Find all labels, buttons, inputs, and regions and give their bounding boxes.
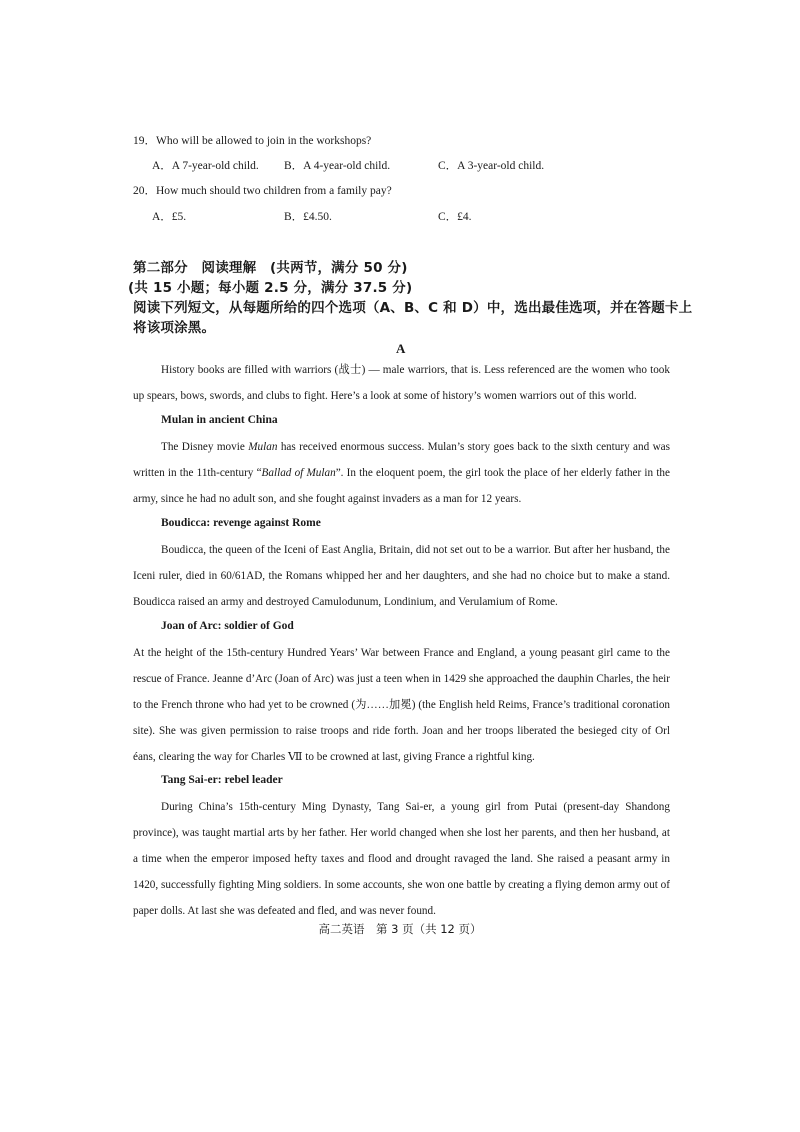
paragraph-joan: At the height of the 15th-century Hundred Years’ War between France and England, a young peasant girl came to the rescue of France. Jeanne d’Arc (Joan of Arc) was just a teen when in 1429 she approached the dauphin Charles, the heir to the French throne who had yet to be crowned (为……加冕) (the English held Reims, France’s traditional coronation site). She was given permission to raise troops and ride forth. Joan and her troops liberated the besieged city of Orl éans, clearing the way for Charles Ⅶ to be crowned at last, giving France a rightful king. xyxy=(133,647,670,763)
mulan-title-italic: Mulan xyxy=(248,441,278,453)
question-20-stem: 20．How much should two children from a family pay? xyxy=(133,185,392,197)
paragraph-mulan xyxy=(133,434,670,512)
passage-letter: A xyxy=(396,341,406,356)
mulan-text-1: The Disney movie xyxy=(161,441,249,453)
paragraph-tang: During China’s 15th-century Ming Dynasty, Tang Sai-er, a young girl from Putai (present-day Shandong province), was taught martial arts by her father. Her world changed when she lost her parents, and then her husband, at a time when the emperor imposed hefty taxes and flood and drought ravaged the land. She raised a peasant army in 1420, successfully fighting Ming soldiers. In some accounts, she won one battle by creating a flying demon army out of paper dolls. At last she was defeated and fled, and was never found. xyxy=(133,801,670,917)
mulan-text-3: ”. In the eloquent poem, the girl took the place of her elderly father in the army, since he had no adult son, and she fought against invaders as a man for 12 years. xyxy=(133,467,670,505)
ballad-title-italic: Ballad of Mulan xyxy=(261,467,336,479)
question-19-option-b: B．A 4-year-old child. xyxy=(284,160,391,172)
section-instruction-line1: 阅读下列短文，从每题所给的四个选项（A、B、C 和 D）中，选出最佳选项，并在答题卡上 xyxy=(133,300,693,316)
section-title: 第二部分 阅读理解 (共两节，满分 50 分) xyxy=(133,260,408,276)
question-19-option-c: C．A 3-year-old child. xyxy=(438,160,545,172)
question-20-option-c: C．£4. xyxy=(438,211,472,223)
question-20-option-a: A．£5. xyxy=(152,211,187,223)
heading-boudicca: Boudicca: revenge against Rome xyxy=(161,517,321,529)
paragraph-boudicca: Boudicca, the queen of the Iceni of East Anglia, Britain, did not set out to be a warrior. But after her husband, the Iceni ruler, died in 60/61AD, the Romans whipped her and her daughters, and she had no choice but to make a stand. Boudicca raised an army and destroyed Camulodunum, Londinium, and Verulamium of Rome. xyxy=(133,544,670,608)
page-footer: 高二英语 第 3 页（共 12 页） xyxy=(318,922,482,936)
question-19-option-a: A．A 7-year-old child. xyxy=(152,160,259,172)
heading-tang: Tang Sai-er: rebel leader xyxy=(161,774,283,786)
heading-joan: Joan of Arc: soldier of God xyxy=(161,620,294,632)
question-20-option-b: B．£4.50. xyxy=(284,211,332,223)
passage-intro: History books are filled with warriors (战士) — male warriors, that is. Less referenced are the women who took up spears, bows, swords, and clubs to fight. Here’s a look at some of history’s women warriors out of this world. xyxy=(133,364,670,402)
question-19-stem: 19．Who will be allowed to join in the workshops? xyxy=(133,135,372,147)
heading-mulan: Mulan in ancient China xyxy=(161,414,278,426)
section-subtitle: (共 15 小题；每小题 2.5 分，满分 37.5 分) xyxy=(128,280,413,296)
section-instruction-line2: 将该项涂黑。 xyxy=(133,320,216,336)
mulan-text-2: has received enormous success. Mulan’s story goes back to the sixth century and was written in the 11th-century “ xyxy=(133,441,670,479)
